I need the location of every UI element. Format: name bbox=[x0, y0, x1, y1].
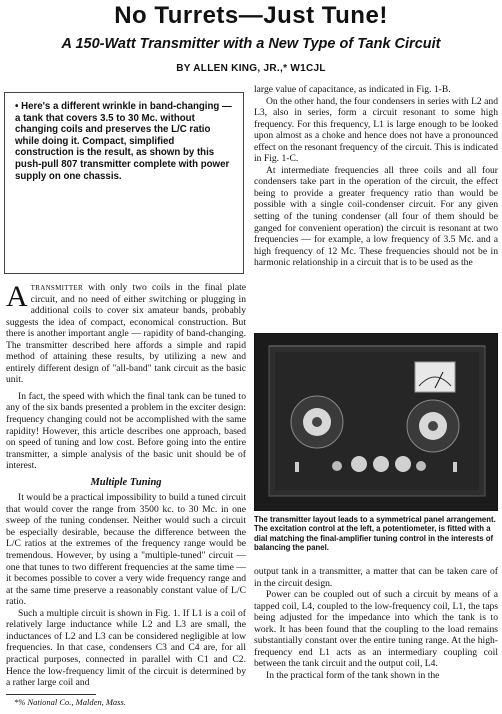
paragraph: large value of capacitance, as indicated in Fig. 1-B. bbox=[254, 84, 451, 95]
transmitter-photo bbox=[254, 333, 498, 511]
paragraph: On the other hand, the four condensers in series with L2 and L3, also in series, form a circuit resonant to some high frequency. For this frequency, L1 is large enough to be looked upon almost as a choke and hence does not have a pronounced effect on the resonant frequency of the circuit. This is indicated in Fig. 1-C. bbox=[254, 95, 498, 165]
footnote: *% National Co., Malden, Mass. bbox=[14, 697, 126, 707]
paragraph: At intermediate frequencies all three coils and all four condensers take part in the operation of the circuit, the effect being to provide a greater frequency ratio than would be possible with a single coil-condenser circuit. For any given setting of the tuning condenser (all four of them should be ganged for convenient operation) the circuit is resonant at two frequencies — for example, a low frequency of 3.5 Mc. and a high frequency of 12 Mc. These frequencies should not be in harmonic relationship in a circuit that is to be used as the bbox=[254, 164, 498, 269]
intro-paragraph bbox=[6, 282, 246, 386]
right-column-upper bbox=[254, 84, 498, 269]
paragraph: output tank in a transmitter, a matter that can be taken care of in the circuit design. bbox=[254, 566, 498, 589]
paragraph: In fact, the speed with which the final tank can be tuned to any of the six bands presented a problem in the exciter design: frequency changing could not be accomplished with the same rapidity! However, this article describes one approach, based on speed of tuning and low cost. Before going into the entire transmitter, a simple analysis of the basic unit should be of interest. bbox=[6, 390, 246, 472]
paragraph: It would be a practical impossibility to build a tuned circuit that would cover the range from 3500 kc. to 30 Mc. in one sweep of the tuning condenser. Neither would such a circuit be especially desirable, because the difference between the L/C ratios at the extremes of the frequency range would be tremendous. However, by using a "multiple-tuned" circuit — one that tunes to two different frequencies at the same time — it becomes possible to cover a very wide frequency range and at the same time preserve a reasonably constant value of L/C ratio. bbox=[6, 492, 246, 608]
drop-cap: A bbox=[6, 280, 28, 313]
summary-box bbox=[4, 92, 244, 274]
summary-text: • Here's a different wrinkle in band-changing — a tank that covers 3.5 to 30 Mc. without changing coils and preserves the L/C ratio while doing it. Compact, simplified construction is the result, as shown by this push-pull 807 transmitter complete with power supply on one chassis. bbox=[15, 101, 232, 182]
lead-smallcaps: transmitter bbox=[30, 282, 83, 293]
footnote-rule bbox=[6, 694, 96, 695]
paragraph: In the practical form of the tank shown in the bbox=[266, 669, 440, 681]
section-heading: Multiple Tuning bbox=[90, 476, 162, 488]
paragraph: Power can be coupled out of such a circuit by means of a tapped coil, L4, coupled to the low-frequency coil, L1, the taps being adjusted for the impedance into which the tank is to work. It has been found that the coupling to the load remains substantially constant over the entire tuning range. At the high-frequency end L1 acts as an intermediary coupling coil between the tank circuit and the output coil, L4. bbox=[254, 589, 498, 670]
left-column bbox=[6, 282, 246, 689]
paragraph: Such a multiple circuit is shown in Fig. 1. If L1 is a coil of relatively large inductance while L2 and L3 are small, the inductances of L2 and L3 can be considered negligible at low frequencies. In that case, condensers C3 and C4 are, for all practical purposes, connected in parallel with C1 and C2. Hence the low-frequency limit of the circuit is determined by a rather large coil and bbox=[6, 607, 246, 689]
byline: BY ALLEN KING, JR.,* W1CJL bbox=[176, 63, 326, 74]
right-column-lower bbox=[254, 566, 498, 681]
intro-text: with only two coils in the final plate circuit, and no need of either switching or plugging in additional coils to cover six amateur bands, probably suggests the idea of compact, economical construction. But there is another important angle — rapidity of band-changing. The transmitter described here affords a simple and rapid method of attaining these results, by utilizing a new and entirely different design of "all-band" tank circuit as the basic unit. bbox=[6, 282, 246, 386]
photo-caption: The transmitter layout leads to a symmetrical panel arrangement. The excitation control at the left, a potentiometer, is fitted with a dial matching the final-amplifier tuning control in the interests of balancing the panel. bbox=[254, 515, 496, 552]
article-title: No Turrets—Just Tune! bbox=[114, 2, 388, 29]
article-subtitle: A 150-Watt Transmitter with a New Type of Tank Circuit bbox=[61, 36, 441, 52]
transmitter-panel-image bbox=[255, 334, 498, 511]
